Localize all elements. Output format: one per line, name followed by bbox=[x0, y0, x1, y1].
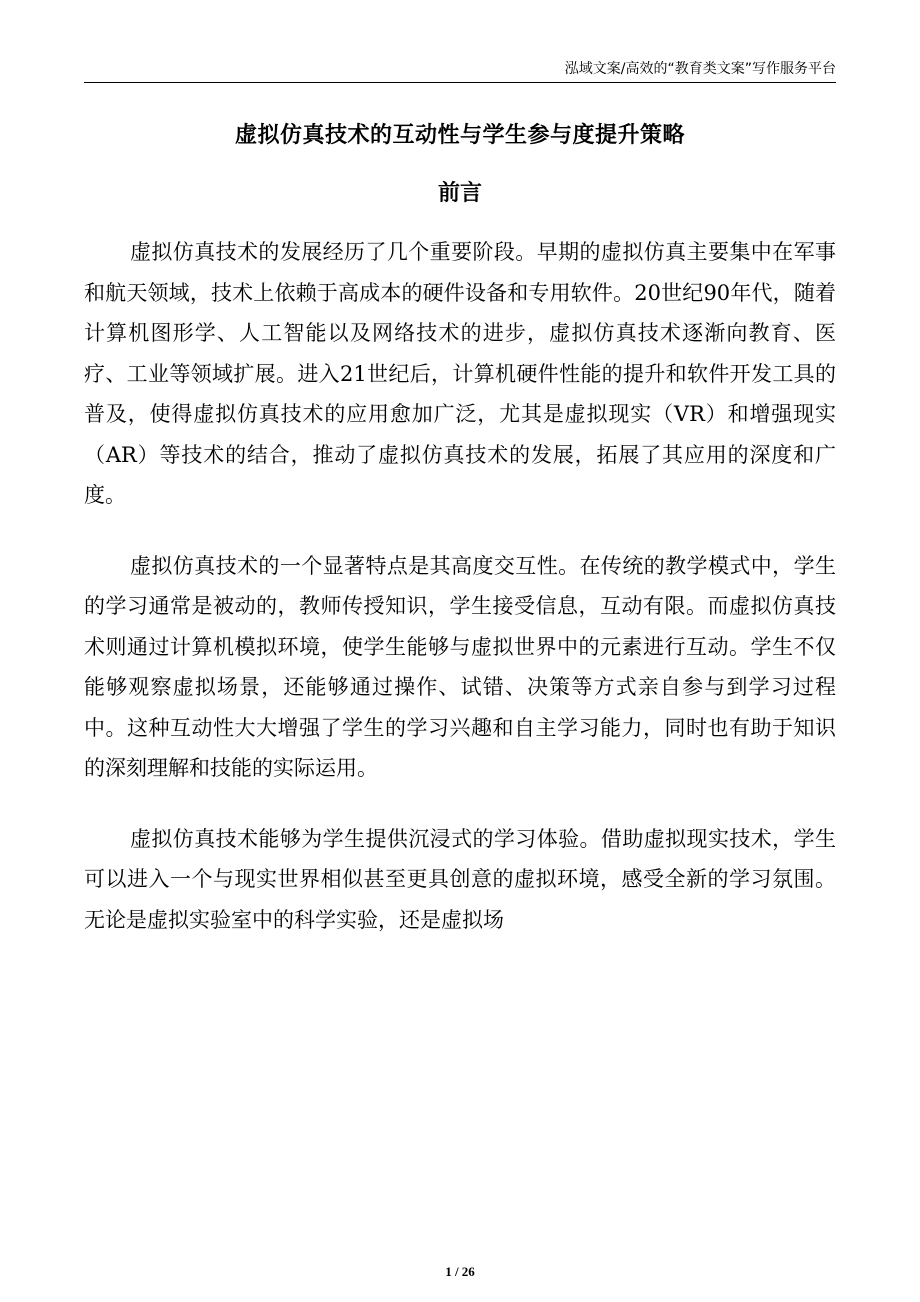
page-header: 泓域文案/高效的“教育类文案”写作服务平台 bbox=[564, 61, 836, 77]
page-number: 1 / 26 bbox=[445, 1264, 475, 1279]
paragraph: 虚拟仿真技术的发展经历了几个重要阶段。早期的虚拟仿真主要集中在军事和航天领域，技术上依赖于高成本的硬件设备和专用软件。20世纪90年代，随着计算机图形学、人工智能以及网络技术的进步，虚拟仿真技术逐渐向教育、医疗、工业等领域扩展。进入21世纪后，计算机硬件性能的提升和软件开发工具的普及，使得虚拟仿真技术的应用愈加广泛，尤其是虚拟现实（VR）和增强现实（AR）等技术的结合，推动了虚拟仿真技术的发展，拓展了其应用的深度和广度。 bbox=[84, 240, 836, 507]
document-body bbox=[84, 232, 836, 970]
document-title: 虚拟仿真技术的互动性与学生参与度提升策略 bbox=[234, 123, 685, 148]
paragraph: 虚拟仿真技术的一个显著特点是其高度交互性。在传统的教学模式中，学生的学习通常是被动的，教师传授知识，学生接受信息，互动有限。而虚拟仿真技术则通过计算机模拟环境，使学生能够与虚拟世界中的元素进行互动。学生不仅能够观察虚拟场景，还能够通过操作、试错、决策等方式亲自参与到学习过程中。这种互动性大大增强了学生的学习兴趣和自主学习能力，同时也有助于知识的深刻理解和技能的实际运用。 bbox=[84, 553, 836, 780]
section-heading: 前言 bbox=[437, 181, 482, 206]
paragraph: 虚拟仿真技术能够为学生提供沉浸式的学习体验。借助虚拟现实技术，学生可以进入一个与现实世界相似甚至更具创意的虚拟环境，感受全新的学习氛围。无论是虚拟实验室中的科学实验，还是虚拟场 bbox=[84, 826, 836, 932]
header-divider bbox=[84, 82, 836, 83]
